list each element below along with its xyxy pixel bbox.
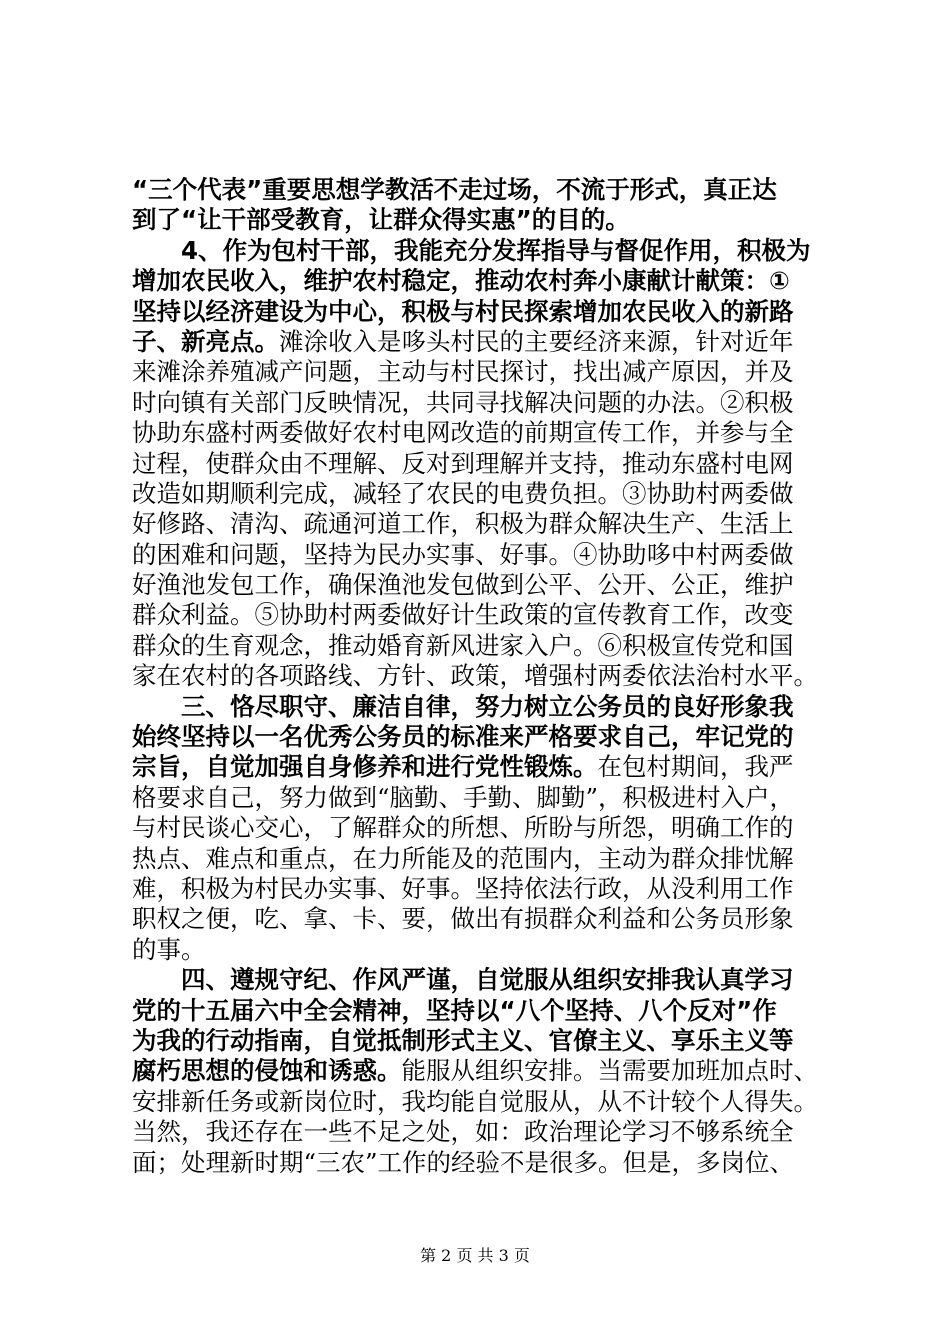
text-line: [132, 813, 832, 843]
text-run: 好修路、清沟、疏通河道工作，积极为群众解决生产、生活上: [132, 509, 794, 539]
text-run: 面；处理新时期“三农”工作的经验不是很多。但是，多岗位、: [132, 1147, 795, 1177]
text-line: [132, 175, 832, 205]
text-line: [132, 236, 832, 266]
text-line: [132, 722, 832, 752]
text-run: 能服从组织安排。当需要加班加点时、: [401, 1056, 818, 1086]
text-run: 在包村期间，我严: [597, 752, 794, 782]
text-line: [132, 661, 832, 691]
bold-text-run: 四、遵规守纪、作风严谨，自觉服从组织安排我认真学习: [132, 965, 794, 995]
text-line: [132, 1148, 832, 1178]
bold-text-run: 子、新亮点。: [132, 326, 279, 356]
text-line: [132, 631, 832, 661]
text-run: 难，积极为村民办实事、好事。坚持依法行政，从没利用工作: [132, 873, 794, 903]
text-line: [132, 509, 832, 539]
text-run: 与村民谈心交心，了解群众的所想、所盼与所怨，明确工作的: [132, 813, 794, 843]
text-line: [132, 692, 832, 722]
bold-text-run: 始终坚持以一名优秀公务员的标准来严格要求自己，牢记党的: [132, 722, 794, 752]
bold-text-run: 为我的行动指南，自觉抵制形式主义、官僚主义、享乐主义等: [132, 1025, 794, 1055]
bold-text-run: 党的十五届六中全会精神，坚持以“八个坚持、八个反对”作: [132, 995, 777, 1025]
text-line: [132, 996, 832, 1026]
text-line: [132, 844, 832, 874]
text-run: 滩涂收入是哆头村民的主要经济来源，针对近年: [279, 326, 794, 356]
text-run: 热点、难点和重点，在力所能及的范围内，主动为群众排忧解: [132, 843, 794, 873]
text-run: 的事。: [132, 934, 206, 964]
document-body-text: [132, 175, 832, 1178]
text-line: [132, 874, 832, 904]
bold-text-run: 宗旨，自觉加强自身修养和进行党性锻炼。: [132, 752, 598, 782]
text-run: 当然，我还存在一些不足之处，如：政治理论学习不够系统全: [132, 1117, 794, 1147]
text-line: [132, 935, 832, 965]
text-line: [132, 327, 832, 357]
text-line: [132, 357, 832, 387]
text-run: 时向镇有关部门反映情况，共同寻找解决问题的办法。②积极: [132, 387, 794, 417]
text-line: [132, 600, 832, 630]
text-run: 职权之便，吃、拿、卡、要，做出有损群众利益和公务员形象: [132, 904, 794, 934]
text-line: [132, 479, 832, 509]
text-run: 家在农村的各项路线、方针、政策，增强村两委依法治村水平。: [132, 661, 818, 691]
bold-text-run: 增加农民收入，维护农村稳定，推动农村奔小康献计献策：①: [132, 266, 790, 296]
text-line: [132, 752, 832, 782]
text-line: [132, 297, 832, 327]
text-line: [132, 1026, 832, 1056]
text-line: [132, 904, 832, 934]
text-run: 改造如期顺利完成，减轻了农民的电费负担。③协助村两委做: [132, 478, 794, 508]
text-line: [132, 965, 832, 995]
text-line: [132, 570, 832, 600]
text-line: [132, 266, 832, 296]
text-run: 群众利益。⑤协助村两委做好计生政策的宣传教育工作，改变: [132, 600, 794, 630]
text-run: 过程，使群众由不理解、反对到理解并支持，推动东盛村电网: [132, 448, 794, 478]
text-run: 协助东盛村两委做好农村电网改造的前期宣传工作，并参与全: [132, 418, 794, 448]
text-run: 群众的生育观念，推动婚育新风进家入户。⑥积极宣传党和国: [132, 630, 794, 660]
text-line: [132, 1056, 832, 1086]
bold-text-run: 三、恪尽职守、廉洁自律，努力树立公务员的良好形象我: [132, 691, 794, 721]
text-run: 来滩涂养殖减产问题，主动与村民探讨，找出减产原因，并及: [132, 357, 794, 387]
text-line: [132, 540, 832, 570]
text-line: [132, 1087, 832, 1117]
text-line: [132, 449, 832, 479]
text-line: [132, 1117, 832, 1147]
text-line: [132, 388, 832, 418]
bold-text-run: 腐朽思想的侵蚀和诱惑。: [132, 1056, 402, 1086]
text-run: 安排新任务或新岗位时，我均能自觉服从，从不计较个人得失。: [132, 1086, 818, 1116]
bold-text-run: “三个代表”重要思想学教活不走过场，不流于形式，真正达: [132, 175, 777, 204]
text-run: 好渔池发包工作，确保渔池发包做到公平、公开、公正，维护: [132, 570, 794, 600]
text-line: [132, 205, 832, 235]
bold-text-run: 坚持以经济建设为中心，积极与村民探索增加农民收入的新路: [132, 296, 794, 326]
bold-text-run: 到了“让干部受教育，让群众得实惠”的目的。: [132, 205, 630, 235]
text-run: 格要求自己，努力做到“脑勤、手勤、脚勤”，积极进村入户，: [132, 782, 795, 812]
page-number-footer: 第 2 页 共 3 页: [420, 1246, 530, 1265]
text-line: [132, 783, 832, 813]
text-line: [132, 418, 832, 448]
text-run: 的困难和问题，坚持为民办实事、好事。④协助哆中村两委做: [132, 539, 794, 569]
bold-text-run: 4、作为包村干部，我能充分发挥指导与督促作用，积极为: [132, 235, 811, 265]
